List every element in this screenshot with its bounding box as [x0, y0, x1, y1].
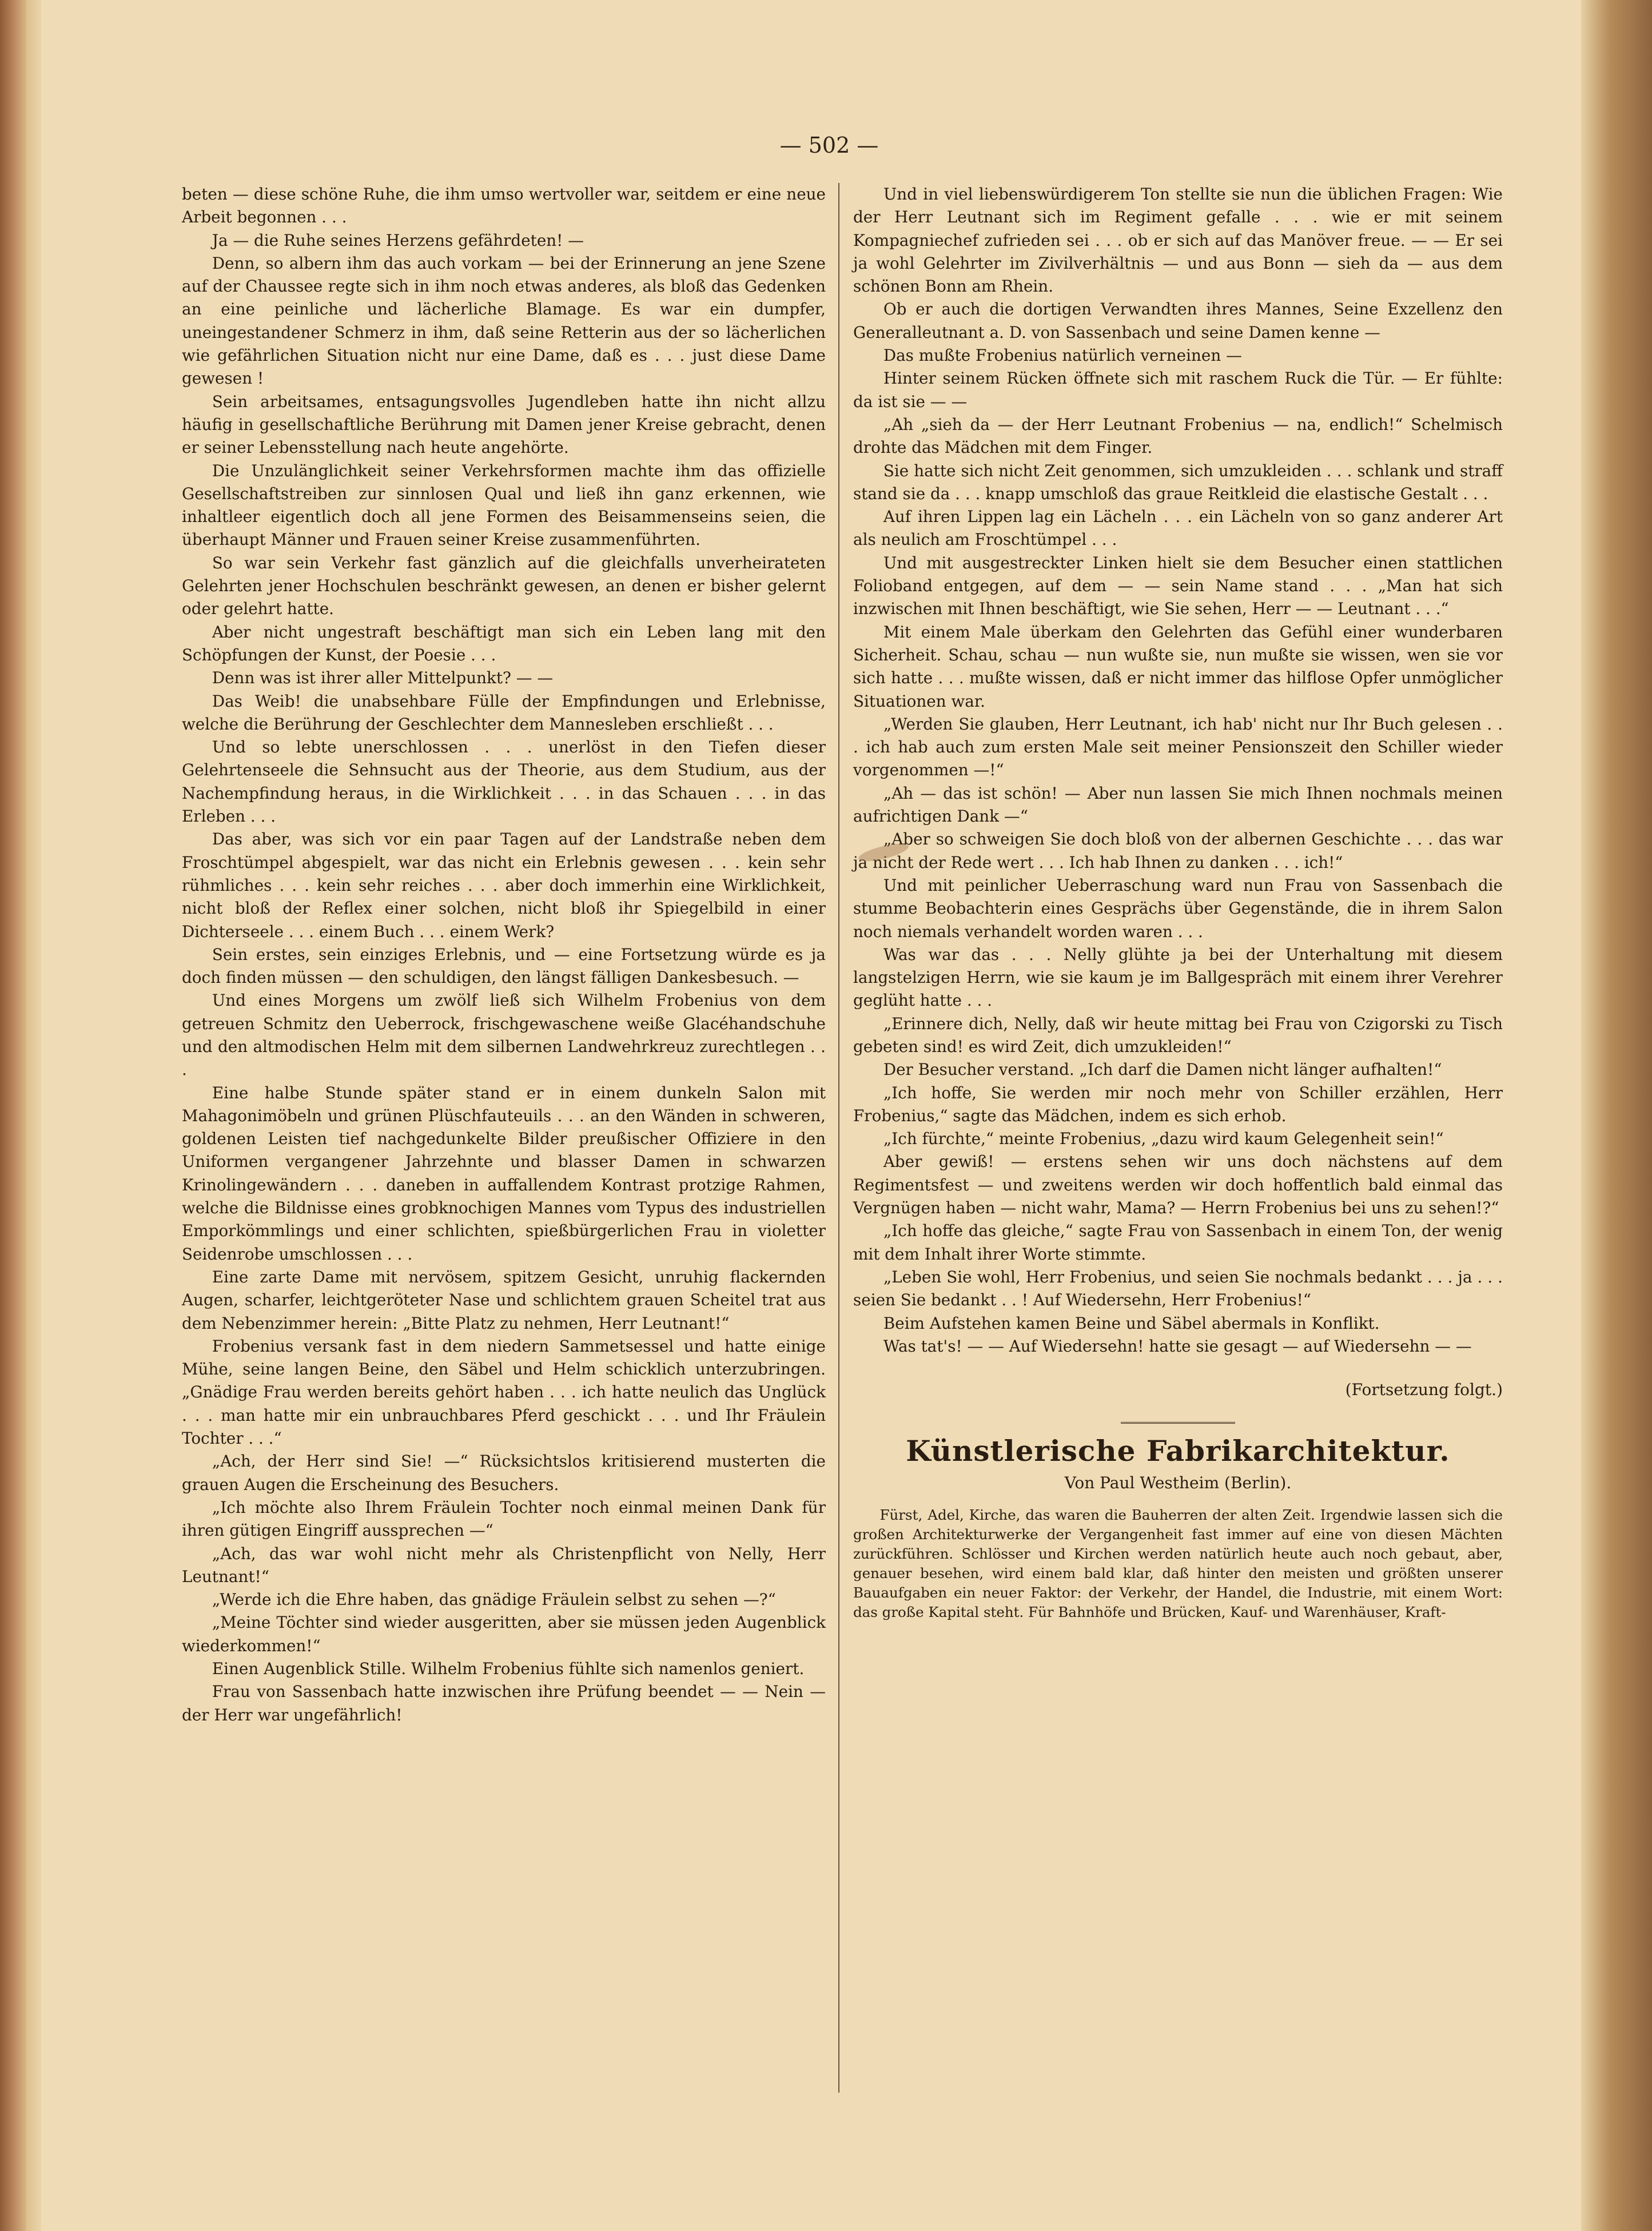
paragraph: Das aber, was sich vor ein paar Tagen auf der Landstraße neben dem Froschtümpel abgespielt, war das nicht ein Erlebnis gewesen . . . kein sehr rühmliches . . . kein sehr reiches . . . aber doch immerhin eine Wirklichkeit, nicht bloß der Reflex einer solchen, nicht bloß ihr Spiegelbild in einer Dichterseele . . . einem Buch . . . einem Werk? — [182, 830, 826, 941]
paragraph: Die Unzulänglichkeit seiner Verkehrsformen machte ihm das offizielle Gesellschaftstreiben zur sinnlosen Qual und ließ ihn ganz erkennen, wie inhaltleer eigentlich doch all jene Formen des Beisammenseins seien, die überhaupt Männer und Frauen seiner Kreise zusammenführten. — [182, 461, 826, 549]
paragraph: Sie hatte sich nicht Zeit genommen, sich umzukleiden . . . schlank und straff stand sie da . . . knapp umschloß das graue Reitkleid die elastische Gestalt . . . — [853, 461, 1503, 503]
paragraph: „Ich möchte also Ihrem Fräulein Tochter noch einmal meinen Dank für ihren gütigen Eingriff aussprechen —“ — [182, 1497, 826, 1540]
paragraph: Und eines Morgens um zwölf ließ sich Wilhelm Frobenius von dem getreuen Schmitz den Ueberrock, frischgewaschene weiße Glacéhandschuhe und den altmodischen Helm mit dem silbernen Landwehrkreuz zurechtlegen . . . — [182, 991, 826, 1079]
page-edge — [1581, 0, 1652, 2231]
article-byline: Von Paul Westheim (Berlin). — [1064, 1473, 1292, 1493]
paragraph: Beim Aufstehen kamen Beine und Säbel abermals in Konflikt. — [883, 1313, 1380, 1333]
right-column — [853, 183, 1503, 1622]
paragraph: Und in viel liebenswürdigerem Ton stellte sie nun die üblichen Fragen: Wie der Herr Leutnant sich im Regiment gefalle . . . wie er mit seinem Kompagniechef zufrieden sei . . . ob er sich auf das Manöver freue. — — Er sei ja wohl Gelehrter im Zivilverhältnis — und aus Bonn — sieh da — aus dem schönen Bonn am Rhein. — [853, 185, 1503, 296]
paragraph: „Aber so schweigen Sie doch bloß von der albernen Geschichte . . . das war ja nicht der Rede wert . . . Ich hab Ihnen zu danken . . . ich!“ — [853, 830, 1503, 872]
section-divider — [1121, 1422, 1235, 1424]
article-title: Künstlerische Fabrikarchitektur. — [906, 1434, 1450, 1468]
paragraph: „Ach, der Herr sind Sie! —“ Rücksichtslos kritisierend musterten die grauen Augen die Erscheinung des Besuchers. — [182, 1452, 826, 1494]
paragraph: „Ah „sieh da — der Herr Leutnant Frobenius — na, endlich!“ Schelmisch drohte das Mädchen mit dem Finger. — [853, 415, 1503, 457]
paragraph: „Werde ich die Ehre haben, das gnädige Fräulein selbst zu sehen —?“ — [212, 1590, 776, 1609]
paragraph: beten — diese schöne Ruhe, die ihm umso wertvoller war, seitdem er eine neue Arbeit begonnen . . . — [182, 185, 826, 227]
paragraph: Eine zarte Dame mit nervösem, spitzem Gesicht, unruhig flackernden Augen, scharfer, leichtgeröteter Nase und schlichtem grauen Scheitel trat aus dem Nebenzimmer herein: „Bitte Platz zu nehmen, Herr Leutnant!“ — [182, 1267, 826, 1333]
paragraph: Frau von Sassenbach hatte inzwischen ihre Prüfung beendet — — Nein — der Herr war ungefährlich! — [182, 1682, 826, 1724]
paragraph: „Ich hoffe das gleiche,“ sagte Frau von Sassenbach in einem Ton, der wenig mit dem Inhalt ihrer Worte stimmte. — [853, 1221, 1503, 1264]
paragraph: Ob er auch die dortigen Verwandten ihres Mannes, Seine Exzellenz den Generalleutnant a. D. von Sassenbach und seine Damen kenne — — [853, 300, 1503, 342]
paragraph: Sein arbeitsames, entsagungsvolles Jugendleben hatte ihn nicht allzu häufig in gesellschaftliche Berührung mit Damen jener Kreise gebracht, denen er seiner Lebensstellung nach heute angehörte. — [182, 392, 826, 457]
paragraph: Das mußte Frobenius natürlich verneinen — — [883, 346, 1242, 365]
book-spine — [0, 0, 26, 2231]
paragraph: Eine halbe Stunde später stand er in einem dunkeln Salon mit Mahagonimöbeln und grünen Plüschfauteuils . . . an den Wänden in schweren, goldenen Leisten tief nachgedunkelte Bilder preußischer Offiziere in den Uniformen vergangener Jahrzehnte und blasser Damen in schwarzen Krinolingewändern . . . daneben in auffallendem Kontrast protzige Rahmen, welche die Bildnisse eines grobknochigen Mannes vom Typus des industriellen Emporkömmlings und einer schlichten, spießbürgerlichen Frau in violetter Seidenrobe umschlossen . . . — [182, 1083, 826, 1264]
paragraph: „Leben Sie wohl, Herr Frobenius, und seien Sie nochmals bedankt . . . ja . . . seien Sie bedankt . . ! Auf Wiedersehn, Herr Frobenius!“ — [853, 1267, 1503, 1310]
paragraph: Das Weib! die unabsehbare Fülle der Empfindungen und Erlebnisse, welche die Berührung der Geschlechter dem Mannesleben erschließt . . . — [182, 691, 826, 734]
left-column — [182, 183, 826, 1727]
continuation-note: (Fortsetzung folgt.) — [1345, 1380, 1503, 1400]
paragraph: Und mit ausgestreckter Linken hielt sie dem Besucher einen stattlichen Folioband entgegen, auf dem — — sein Name stand . . . „Man hat sich inzwischen mit Ihnen beschäftigt, wie Sie sehen, Herr — — Leutnant . . .“ — [853, 553, 1503, 619]
paragraph: „Meine Töchter sind wieder ausgeritten, aber sie müssen jeden Augenblick wiederkommen!“ — [182, 1613, 826, 1655]
paragraph: Denn was ist ihrer aller Mittelpunkt? — — — [212, 668, 554, 688]
paragraph: So war sein Verkehr fast gänzlich auf die gleichfalls unverheirateten Gelehrten jener Hochschulen beschränkt gewesen, an denen er bisher gelernt oder gelehrt hatte. — [182, 553, 826, 619]
paragraph: Sein erstes, sein einziges Erlebnis, und — eine Fortsetzung würde es ja doch finden müssen — den schuldigen, den längst fälligen Dankesbesuch. — — [182, 945, 826, 987]
paragraph: Denn, so albern ihm das auch vorkam — bei der Erinnerung an jene Szene auf der Chaussee regte sich in ihm noch etwas anderes, als bloß das Gedenken an eine peinliche und lächerliche Blamage. Es war ein dumpfer, uneingestandener Schmerz in ihm, daß seine Retterin aus der so lächerlichen wie gefährlichen Situation nicht nur eine Dame, daß es . . . just diese Dame gewesen ! — [182, 253, 826, 388]
paragraph: Was war das . . . Nelly glühte ja bei der Unterhaltung mit diesem langstelzigen Herrn, wie sie kaum je im Ballgespräch mit einem ihrer Verehrer geglüht hatte . . . — [853, 945, 1503, 1010]
column-rule — [838, 183, 839, 2093]
paragraph: „Erinnere dich, Nelly, daß wir heute mittag bei Frau von Czigorski zu Tisch gebeten sind! es wird Zeit, dich umzukleiden!“ — [853, 1014, 1503, 1056]
paragraph: „Werden Sie glauben, Herr Leutnant, ich hab' nicht nur Ihr Buch gelesen . . . ich hab auch zum ersten Male seit meiner Pensionszeit den Schiller wieder vorgenommen —!“ — [853, 714, 1503, 780]
paragraph: Ja — die Ruhe seines Herzens gefährdeten! — — [212, 230, 584, 250]
paragraph: Hinter seinem Rücken öffnete sich mit raschem Ruck die Tür. — Er fühlte: da ist sie — — — [853, 369, 1503, 411]
paragraph: Und so lebte unerschlossen . . . unerlöst in den Tiefen dieser Gelehrtenseele die Sehnsucht aus der Theorie, aus dem Studium, aus der Nachempfindung heraus, in die Wirklichkeit . . . in das Schauen . . . in das Erleben . . . — [182, 738, 826, 826]
paragraph: Fürst, Adel, Kirche, das waren die Bauherren der alten Zeit. Irgendwie lassen sich die großen Architekturwerke der Vergangenheit fast immer auf eine von diesen Mächten zurückführen. Schlösser und Kirchen werden natürlich heute auch noch gebaut, aber, genauer besehen, wird einem bald klar, daß hinter den meisten und größten unserer Bauaufgaben ein neuer Faktor: der Verkehr, der Handel, die Industrie, mit einem Wort: das große Kapital steht. Für Bahnhöfe und Brücken, Kauf- und Warenhäuser, Kraft- — [853, 1506, 1503, 1620]
paragraph: Frobenius versank fast in dem niedern Sammetsessel und hatte einige Mühe, seine langen Beine, den Säbel und Helm schicklich unterzubringen. „Gnädige Frau werden bereits gehört haben . . . ich hatte neulich das Unglück . . . man hatte mir ein unbrauchbares Pferd geschickt . . . und Ihr Fräulein Tochter . . .“ — [182, 1336, 826, 1448]
paragraph: „Ach, das war wohl nicht mehr als Christenpflicht von Nelly, Herr Leutnant!“ — [182, 1544, 826, 1586]
paragraph: „Ich hoffe, Sie werden mir noch mehr von Schiller erzählen, Herr Frobenius,“ sagte das Mädchen, indem es sich erhob. — [853, 1083, 1503, 1125]
paragraph: Aber nicht ungestraft beschäftigt man sich ein Leben lang mit den Schöpfungen der Kunst, der Poesie . . . — [182, 622, 826, 664]
paragraph: Auf ihren Lippen lag ein Lächeln . . . ein Lächeln von so ganz anderer Art als neulich am Froschtümpel . . . — [853, 507, 1503, 549]
paragraph: Aber gewiß! — erstens sehen wir uns doch nächstens auf dem Regimentsfest — und zweitens werden wir doch hoffentlich bald einmal das Vergnügen haben — nicht wahr, Mama? — Herrn Frobenius bei uns zu sehen!?“ — [853, 1152, 1503, 1218]
page-gutter — [26, 0, 41, 2231]
article-body — [853, 1505, 1503, 1622]
paragraph: „Ah — das ist schön! — Aber nun lassen Sie mich Ihnen nochmals meinen aufrichtigen Dank —“ — [853, 783, 1503, 826]
paragraph: Mit einem Male überkam den Gelehrten das Gefühl einer wunderbaren Sicherheit. Schau, schau — nun wußte sie, nun mußte sie wissen, wen sie vor sich hatte . . . mußte wissen, daß er nicht immer das hilflose Opfer unmöglicher Situationen war. — [853, 622, 1503, 711]
paragraph: Einen Augenblick Stille. Wilhelm Frobenius fühlte sich namenlos geniert. — [212, 1659, 805, 1678]
paragraph: Und mit peinlicher Ueberraschung ward nun Frau von Sassenbach die stumme Beobachterin eines Gesprächs über Gegenstände, die in ihrem Salon noch niemals verhandelt worden waren . . . — [853, 875, 1503, 941]
paragraph: „Ich fürchte,“ meinte Frobenius, „dazu wird kaum Gelegenheit sein!“ — [883, 1129, 1444, 1149]
paragraph: Was tat's! — — Auf Wiedersehn! hatte sie gesagt — auf Wiedersehn — — — [883, 1336, 1472, 1356]
page-number: — 502 — — [779, 133, 879, 158]
paragraph: Der Besucher verstand. „Ich darf die Damen nicht länger aufhalten!“ — [883, 1060, 1442, 1079]
